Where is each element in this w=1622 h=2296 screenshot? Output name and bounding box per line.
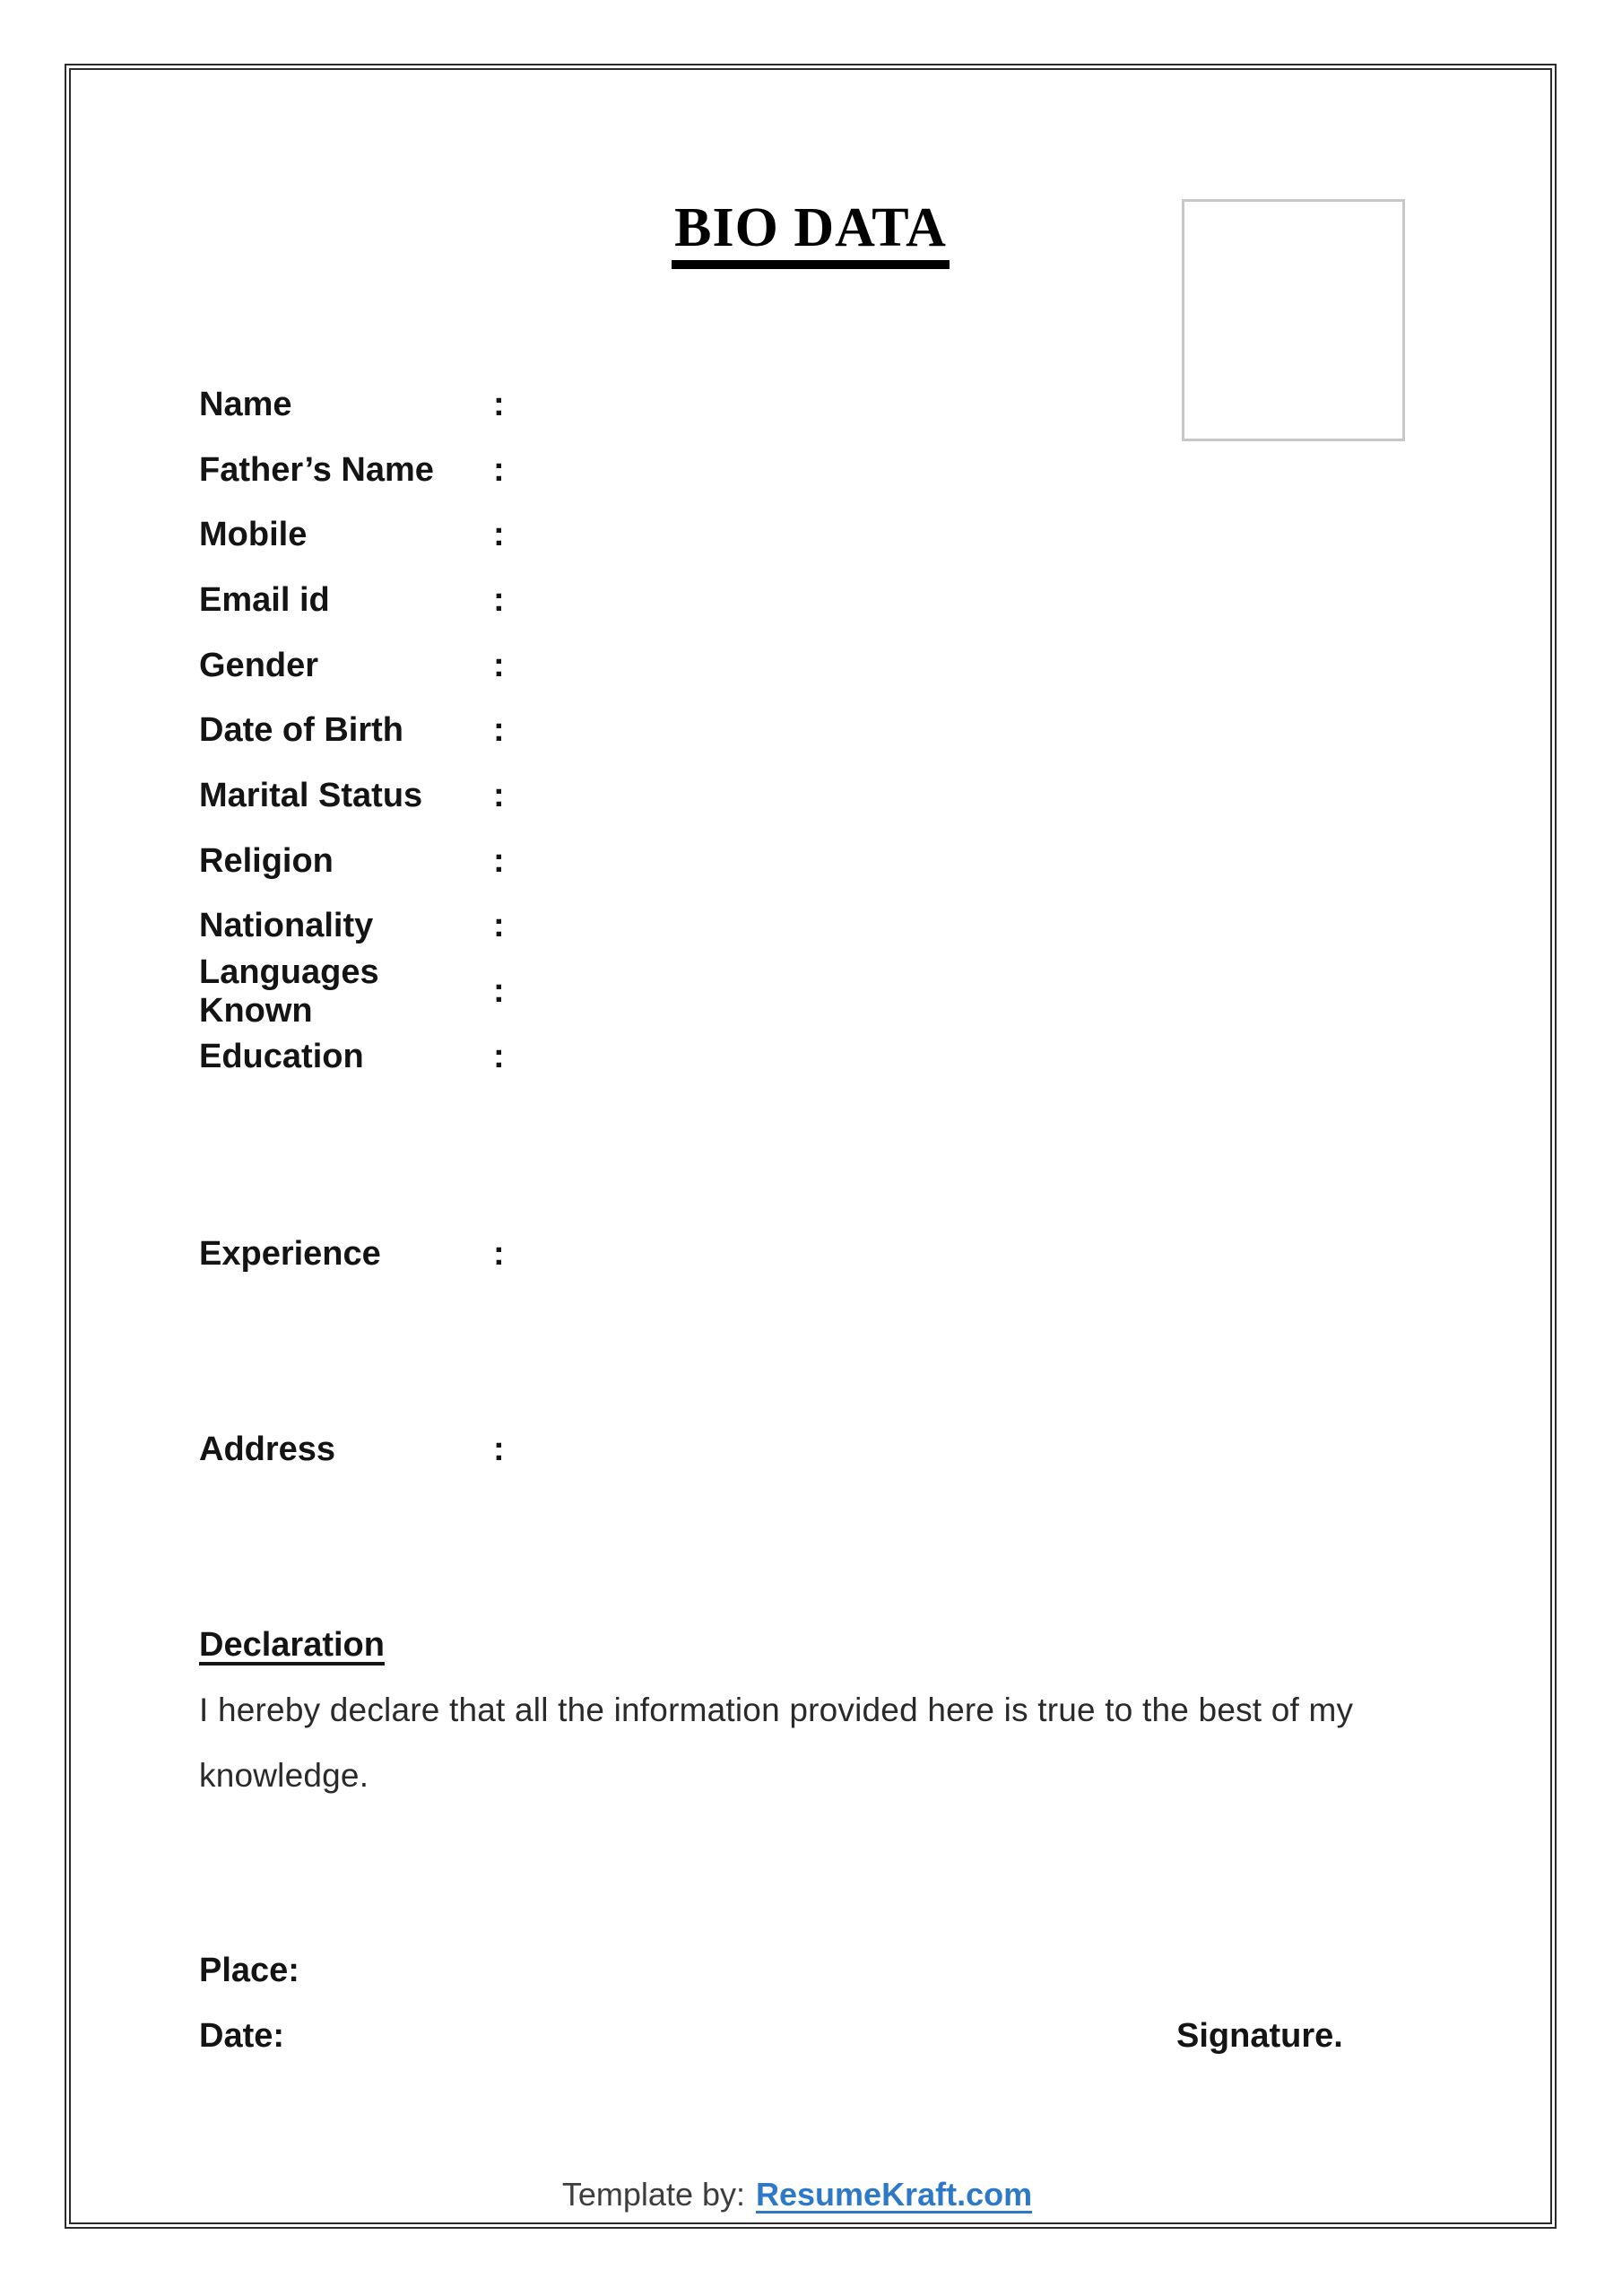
field-colon: : <box>493 646 505 684</box>
field-colon: : <box>493 907 505 945</box>
field-colon: : <box>493 1234 505 1273</box>
photo-placeholder-box <box>1182 199 1405 441</box>
field-label: Date of Birth <box>199 711 403 750</box>
field-row-gender <box>199 633 505 699</box>
page-title: BIO DATA <box>672 196 950 269</box>
field-row-nationality <box>199 894 505 960</box>
field-label: Religion <box>199 841 334 880</box>
field-list <box>199 372 505 1090</box>
field-label: Email id <box>199 580 330 619</box>
field-colon: : <box>493 972 505 1011</box>
field-label: Education <box>199 1037 364 1075</box>
field-label: Mobile <box>199 516 308 554</box>
field-colon: : <box>493 841 505 880</box>
field-row-fathers-name <box>199 438 505 503</box>
place-label: Place: <box>199 1951 299 1989</box>
field-row-marital-status <box>199 763 505 829</box>
field-label: Languages Known <box>199 952 379 1030</box>
place-row <box>199 1938 299 2004</box>
declaration-text <box>199 1678 1353 1808</box>
field-row-languages-known <box>199 952 505 1030</box>
declaration-line-2: knowledge. <box>199 1756 369 1794</box>
date-row <box>199 2004 1544 2069</box>
resumekraft-link[interactable]: ResumeKraft.com <box>756 2176 1033 2213</box>
field-colon: : <box>493 385 505 423</box>
declaration-line-1: I hereby declare that all the information provided here is true to the best of my <box>199 1692 1354 1728</box>
field-colon: : <box>493 580 505 619</box>
field-row-email <box>199 568 505 633</box>
field-label: Marital Status <box>199 776 423 814</box>
biodata-page <box>65 64 1557 2229</box>
field-colon: : <box>493 450 505 489</box>
field-row-address <box>199 1417 505 1483</box>
field-label: Nationality <box>199 907 374 945</box>
field-row-education <box>199 1024 505 1090</box>
template-by-label: Template by: <box>561 2176 745 2213</box>
field-label: Father’s Name <box>199 450 434 489</box>
field-row-dob <box>199 698 505 763</box>
declaration-heading-row <box>199 1613 385 1678</box>
field-label: Address <box>199 1430 336 1468</box>
field-label: Gender <box>199 646 319 684</box>
date-label: Date: <box>199 2016 285 2055</box>
field-colon: : <box>493 776 505 814</box>
signature-label: Signature. <box>1176 2016 1343 2055</box>
field-colon: : <box>493 1430 505 1468</box>
field-row-religion <box>199 829 505 894</box>
declaration-heading: Declaration <box>199 1625 385 1664</box>
field-colon: : <box>493 516 505 554</box>
field-colon: : <box>493 711 505 750</box>
field-label: Name <box>199 385 292 423</box>
field-row-mobile <box>199 502 505 568</box>
field-colon: : <box>493 1037 505 1075</box>
field-label: Experience <box>199 1234 381 1273</box>
field-row-name <box>199 372 505 438</box>
footer-credit <box>71 2162 1523 2227</box>
field-row-experience <box>199 1222 505 1287</box>
